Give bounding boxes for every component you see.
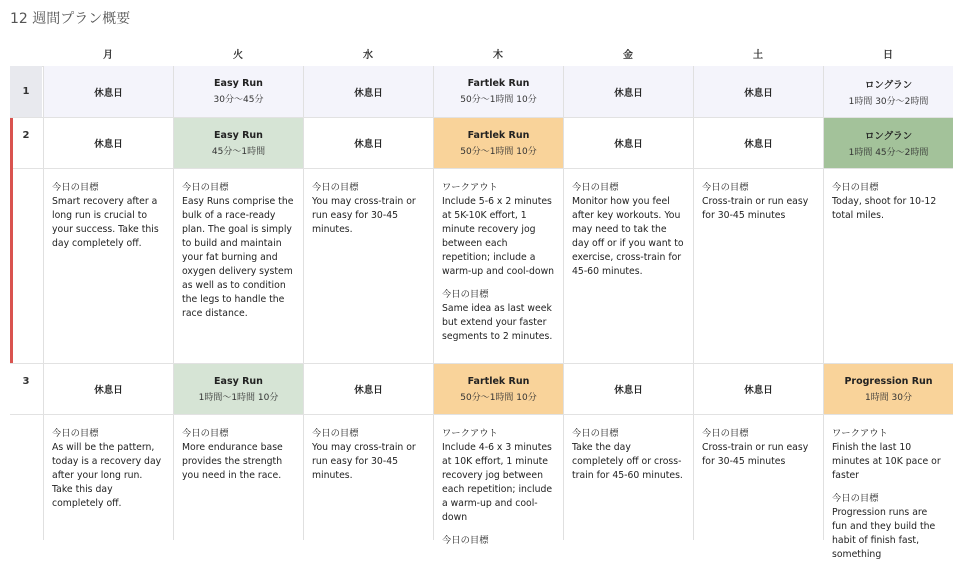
day-header-4: 金: [623, 49, 633, 61]
detail-heading: 今日の目標: [832, 493, 879, 504]
detail-text: As will be the pattern, today is a recovery day after your long run. Take this day completely off.: [52, 442, 162, 509]
workout-duration: 50分〜1時間 10分: [460, 95, 537, 105]
workout-cell[interactable]: [823, 118, 953, 168]
workout-duration: 1時間 45分〜2時間: [848, 148, 929, 158]
workout-detail: [693, 415, 823, 540]
workout-cell[interactable]: [43, 364, 173, 414]
detail-heading: 今日の目標: [442, 289, 489, 300]
workout-detail: [43, 415, 173, 540]
workout-detail: [563, 415, 693, 540]
workout-detail: [303, 169, 433, 363]
detail-text: More endurance base provides the strength you need in the race.: [182, 442, 283, 481]
detail-text: Take the day completely off or cross-train for 45-60 minutes.: [572, 442, 683, 481]
detail-section: [52, 181, 165, 251]
detail-heading: 今日の目標: [312, 428, 359, 439]
workout-cell[interactable]: [173, 66, 303, 117]
detail-heading: 今日の目標: [182, 428, 229, 439]
workout-detail: [563, 169, 693, 363]
page-title: 12 週間プラン概要: [10, 11, 131, 27]
workout-title: 休息日: [354, 87, 383, 99]
week-number-3[interactable]: 3: [22, 376, 30, 387]
workout-title: Progression Run: [844, 375, 933, 387]
detail-heading: 今日の目標: [312, 182, 359, 193]
workout-cell[interactable]: [433, 364, 563, 414]
detail-section: [182, 427, 295, 483]
workout-cell[interactable]: [43, 66, 173, 117]
workout-duration: 50分〜1時間 10分: [460, 146, 537, 157]
workout-title: 休息日: [614, 87, 643, 99]
workout-detail: [173, 415, 303, 540]
workout-title: ロングラン: [864, 131, 913, 142]
detail-section: [442, 181, 555, 279]
workout-title: 休息日: [614, 385, 643, 396]
workout-title: 休息日: [354, 139, 383, 150]
detail-section: [182, 181, 295, 321]
detail-section: [312, 181, 425, 237]
detail-section: [832, 181, 945, 223]
detail-heading: ワークアウト: [832, 428, 888, 439]
detail-text: Today, shoot for 10-12 total miles.: [832, 196, 937, 221]
detail-section: [312, 427, 425, 483]
workout-detail: [303, 415, 433, 540]
workout-duration: 45分〜1時間: [211, 146, 266, 157]
detail-text: Progression runs are fun and they build the habit of finish fast, something: [832, 507, 936, 560]
workout-duration: 1時間 30分: [864, 392, 913, 403]
detail-heading: 今日の目標: [832, 182, 879, 193]
workout-cell[interactable]: [433, 118, 563, 168]
day-header-6: 日: [883, 49, 893, 61]
day-header-0: 月: [103, 49, 113, 61]
detail-text: Finish the last 10 minutes at 10K pace or faster: [832, 442, 941, 481]
workout-title: Fartlek Run: [467, 129, 530, 141]
workout-cell[interactable]: [173, 364, 303, 414]
workout-title: 休息日: [94, 87, 123, 99]
workout-title: 休息日: [94, 139, 123, 150]
workout-cell[interactable]: [433, 66, 563, 117]
detail-section: [702, 181, 815, 223]
day-header-2: 水: [363, 49, 373, 61]
workout-detail: [433, 169, 563, 363]
detail-section: [572, 427, 685, 483]
workout-title: Fartlek Run: [467, 78, 530, 89]
day-header-3: 木: [493, 49, 503, 61]
workout-cell[interactable]: [693, 364, 823, 414]
detail-section: [442, 534, 555, 548]
workout-cell[interactable]: [303, 364, 433, 414]
detail-section: [572, 181, 685, 279]
detail-heading: 今日の目標: [572, 428, 619, 439]
detail-section: [442, 427, 555, 525]
week-number-2[interactable]: 2: [22, 130, 30, 141]
day-header-5: 土: [753, 49, 763, 61]
detail-text: Smart recovery after a long run is crucial to your success. Take this day completely off.: [52, 196, 159, 249]
detail-text: Include 4-6 x 3 minutes at 10K effort, 1 minute recovery jog between each repetition; include a warm-up and cool-down: [442, 442, 553, 523]
workout-cell[interactable]: [693, 66, 823, 117]
workout-detail: [173, 169, 303, 363]
detail-heading: 今日の目標: [182, 182, 229, 193]
workout-cell[interactable]: [563, 66, 693, 117]
workout-title: Easy Run: [214, 129, 263, 141]
workout-cell[interactable]: [823, 364, 953, 414]
current-week-marker: [10, 118, 13, 363]
detail-section: [442, 288, 555, 344]
week-number-1[interactable]: 1: [10, 66, 42, 117]
workout-cell[interactable]: [303, 118, 433, 168]
workout-detail: [433, 415, 563, 546]
workout-cell[interactable]: [173, 118, 303, 168]
detail-text: You may cross-train or run easy for 30-45 minutes.: [312, 196, 416, 235]
workout-title: Easy Run: [214, 78, 263, 89]
workout-duration: 1時間〜1時間 10分: [198, 392, 279, 403]
workout-duration: 30分〜45分: [213, 95, 264, 105]
workout-title: 休息日: [744, 385, 773, 396]
workout-title: 休息日: [744, 139, 773, 150]
detail-heading: 今日の目標: [572, 182, 619, 193]
detail-heading: 今日の目標: [702, 182, 749, 193]
detail-section: [832, 492, 945, 562]
workout-title: Easy Run: [214, 375, 263, 387]
detail-text: Include 5-6 x 2 minutes at 5K-10K effort, 1 minute recovery jog between each repetition; include a warm-up and cool-down: [442, 196, 555, 277]
workout-detail: [823, 169, 953, 363]
workout-cell[interactable]: [823, 66, 953, 117]
detail-heading: 今日の目標: [52, 428, 99, 439]
detail-text: Easy Runs comprise the bulk of a race-ready plan. The goal is simply to build and maintain your fat burning and oxygen delivery system as well as to condition the legs to handle the race distance.: [182, 196, 294, 319]
workout-detail: [43, 169, 173, 363]
day-header-1: 火: [233, 49, 243, 61]
detail-section: [832, 427, 945, 483]
workout-detail: [693, 169, 823, 363]
workout-title: 休息日: [354, 385, 383, 396]
workout-cell[interactable]: [563, 118, 693, 168]
workout-title: 休息日: [94, 385, 123, 396]
detail-text: Cross-train or run easy for 30-45 minutes: [702, 196, 809, 221]
workout-cell[interactable]: [693, 118, 823, 168]
detail-heading: ワークアウト: [442, 428, 498, 439]
workout-duration: 1時間 30分〜2時間: [848, 96, 929, 107]
workout-cell[interactable]: [43, 118, 173, 168]
workout-title: ロングラン: [864, 79, 913, 91]
workout-title: Fartlek Run: [467, 375, 530, 387]
detail-heading: 今日の目標: [52, 182, 99, 193]
workout-detail: [823, 415, 953, 560]
workout-title: 休息日: [614, 139, 643, 150]
detail-section: [52, 427, 165, 511]
detail-text: Monitor how you feel after key workouts. You may need to tak the day off or if you want to exercise, cross-train for 45-60 minutes.: [572, 196, 684, 277]
workout-duration: 50分〜1時間 10分: [460, 392, 537, 403]
workout-title: 休息日: [744, 87, 773, 99]
detail-heading: 今日の目標: [702, 428, 749, 439]
workout-cell[interactable]: [303, 66, 433, 117]
detail-text: You may cross-train or run easy for 30-45 minutes.: [312, 442, 416, 481]
detail-section: [702, 427, 815, 469]
workout-cell[interactable]: [563, 364, 693, 414]
detail-text: Cross-train or run easy for 30-45 minutes: [702, 442, 809, 467]
detail-heading: ワークアウト: [442, 182, 498, 193]
detail-text: Same idea as last week but extend your faster segments to 2 minutes.: [442, 303, 553, 342]
detail-heading: 今日の目標: [442, 535, 489, 546]
